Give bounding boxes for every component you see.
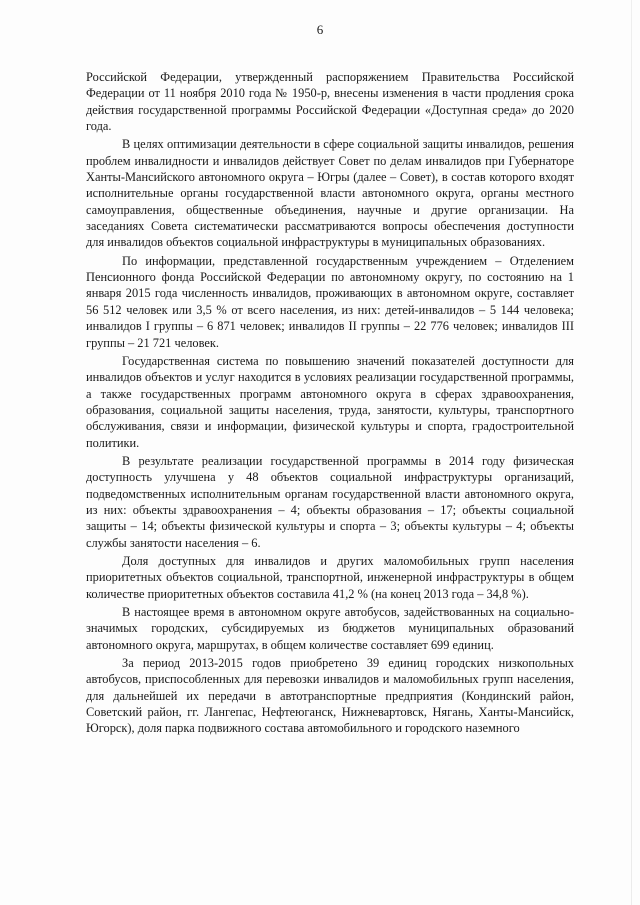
scan-edge-shadow: [631, 0, 632, 905]
paragraph-council: В целях оптимизации деятельности в сфере социальной защиты инвалидов, решения проблем инвалидности и инвалидов действует Совет по делам инвалидов при Губернаторе Ханты-Мансийского автономного округа – Югры (далее – Совет), в состав которого входят исполнительные органы государственной власти автономного округа, органы местного самоуправления, общественные объединения, научные и другие организации. На заседаниях Совета систематически рассматриваются вопросы обеспечения доступности для инвалидов объектов социальной инфраструктуры в муниципальных образованиях.: [86, 137, 574, 250]
paragraph-continuation: Российской Федерации, утвержденный распоряжением Правительства Российской Федерации от 11 ноября 2010 года № 1950-р, внесены изменения в части продления срока действия государственной программы Российской Федерации «Доступная среда» до 2020 года.: [86, 70, 574, 134]
paragraph-buses-count: В настоящее время в автономном округе автобусов, задействованных на социально-значимых городских, субсидируемых из бюджетов муниципальных образований автономного округа, маршрутах, в общем количестве составляет 699 единиц.: [86, 605, 574, 652]
paragraph-low-floor-buses: За период 2013-2015 годов приобретено 39 единиц городских низкопольных автобусов, приспособленных для перевозки инвалидов и маломобильных групп населения, для дальнейшей их передачи в автотранспортные предприятия (Кондинский район, Советский район, гг. Лангепас, Нефтеюганск, Нижневартовск, Нягань, Ханты-Мансийск, Югорск), доля парка подвижного состава автомобильного и городского наземного: [86, 656, 574, 736]
page-number: 6: [316, 22, 324, 37]
paragraph-2014-results: В результате реализации государственной программы в 2014 году физическая доступность улучшена у 48 объектов социальной инфраструктуры организаций, подведомственных исполнительным органам государственной власти автономного округа, из них: объекты здравоохранения – 4; объекты образования – 17; объекты социальной защиты – 14; объекты физической культуры и спорта – 3; объекты культуры – 4; объекты службы занятости населения – 6.: [86, 453, 574, 550]
paragraph-pension-fund-statistics: По информации, представленной государственным учреждением – Отделением Пенсионного фонда Российской Федерации по автономному округу, по состоянию на 1 января 2015 года численность инвалидов, проживающих в автономном округе, составляет 56 512 человек или 3,5 % от всего населения, из них: детей-инвалидов – 5 144 человека; инвалидов I группы – 6 871 человек; инвалидов II группы – 22 776 человек; инвалидов III группы – 21 721 человек.: [86, 253, 574, 350]
paragraph-state-system: Государственная система по повышению значений показателей доступности для инвалидов объектов и услуг находится в условиях реализации государственной программы, а также государственных программ автономного округа в сферах здравоохранения, образования, социальной защиты населения, труда, занятости, культуры, транспортного обслуживания, связи и информации, физической культуры и спорта, градостроительной политики.: [86, 353, 574, 450]
paragraph-accessible-share: Доля доступных для инвалидов и других маломобильных групп населения приоритетных объектов социальной, транспортной, инженерной инфраструктуры в общем количестве приоритетных объектов составила 41,2 % (на конец 2013 года – 34,8 %).: [86, 553, 574, 601]
document-body: [86, 69, 574, 739]
